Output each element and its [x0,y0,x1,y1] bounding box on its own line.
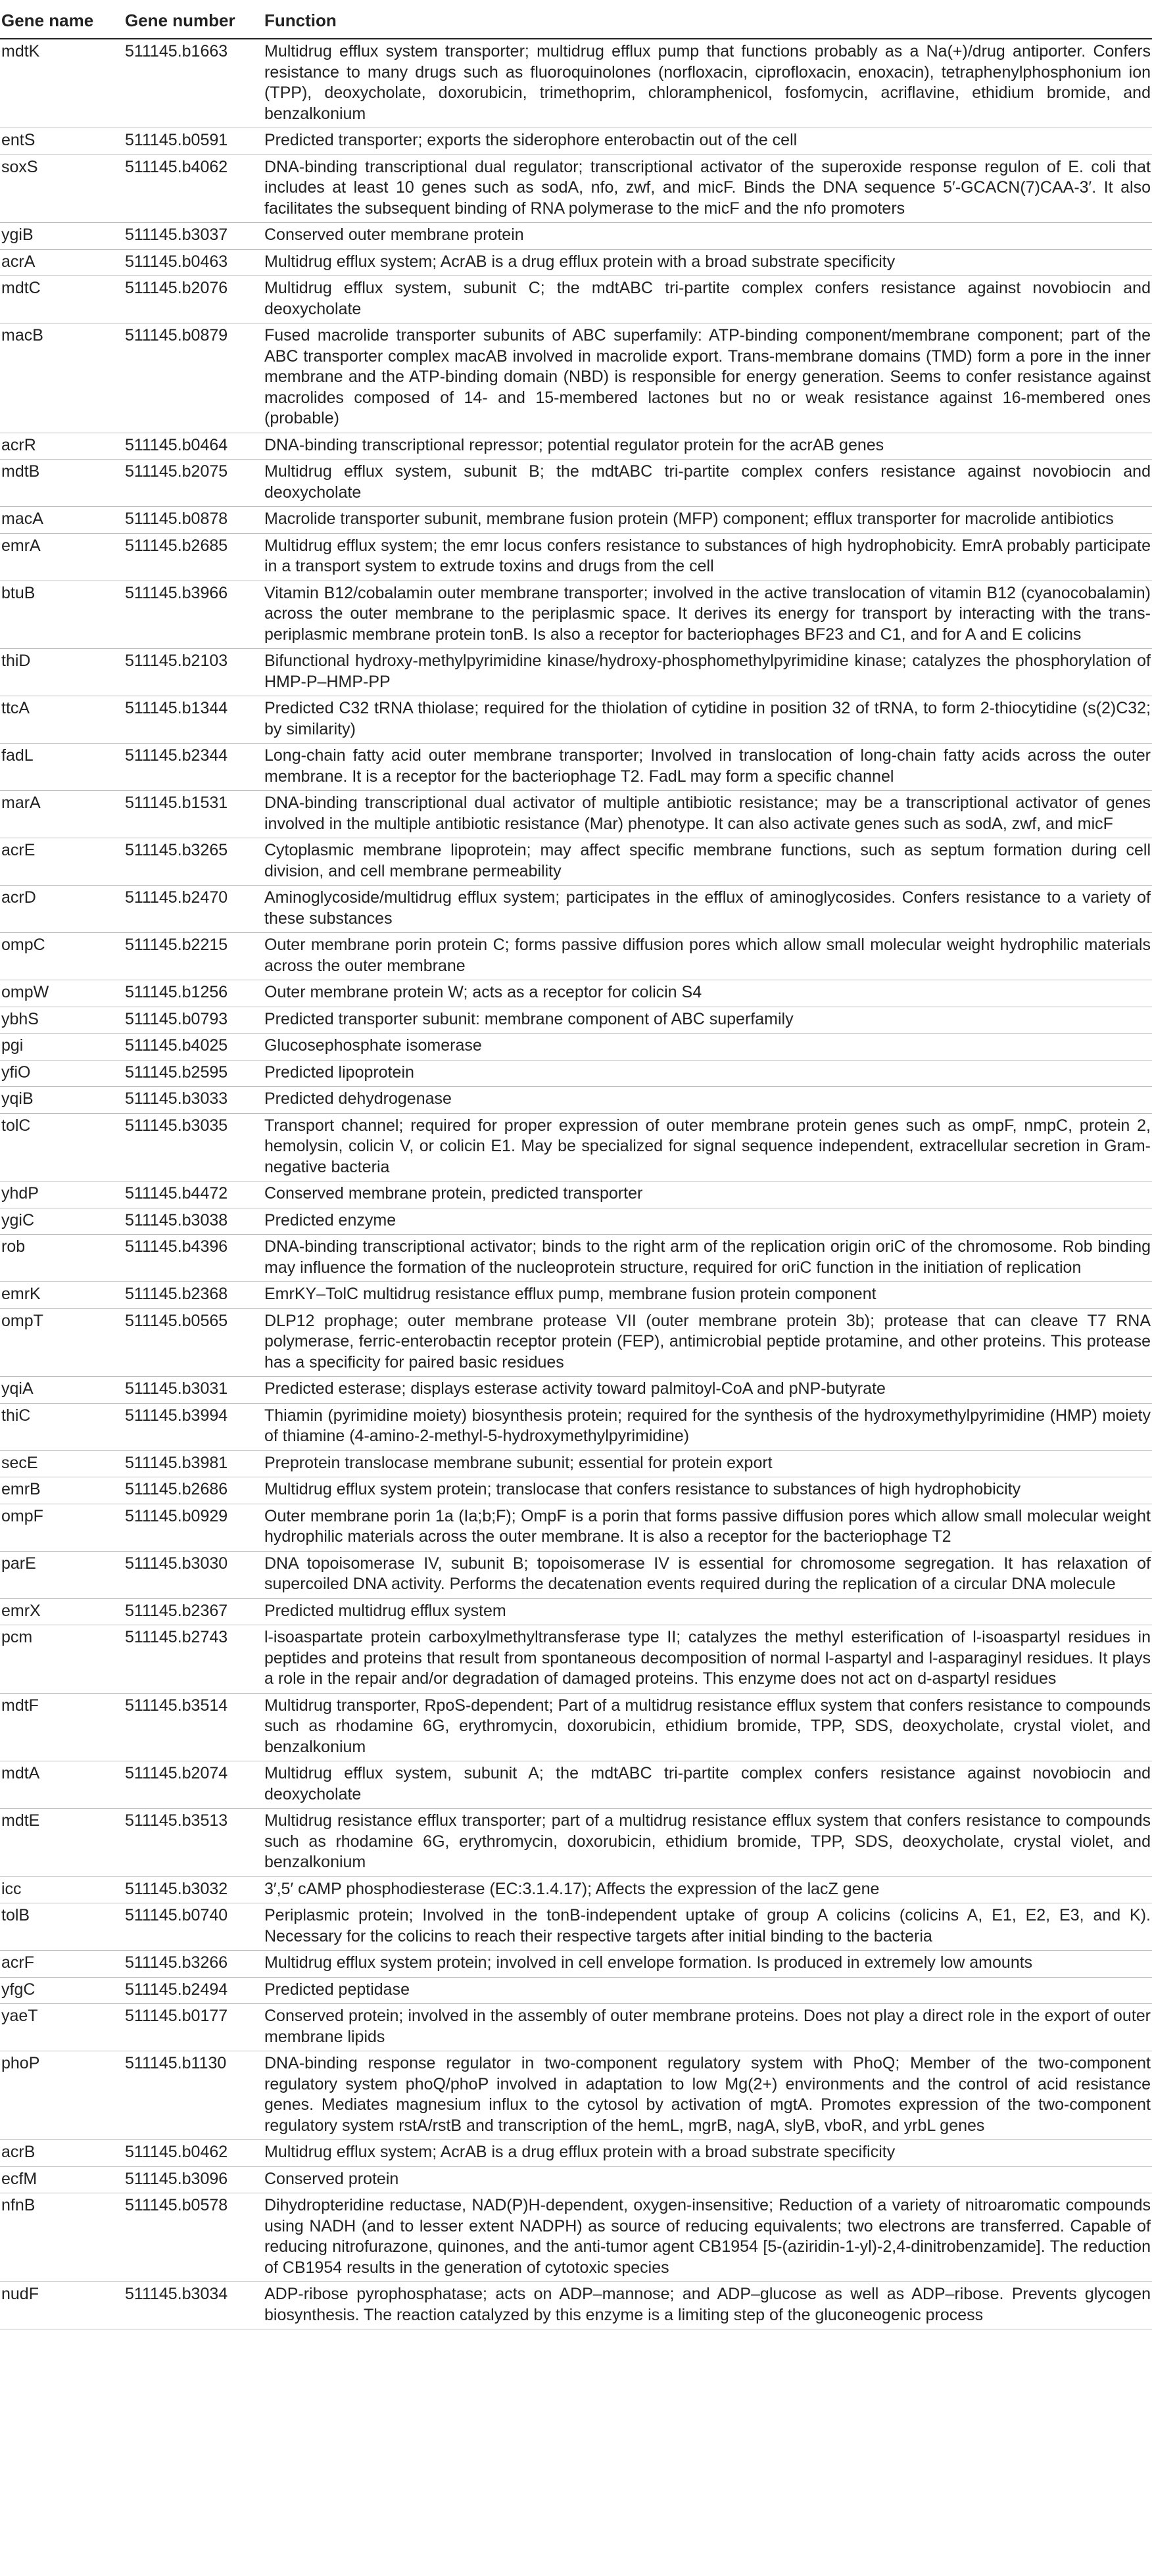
gene-name-cell: mdtA [0,1761,125,1809]
gene-number-cell: 511145.b3265 [125,838,264,886]
function-cell: Multidrug efflux system; the emr locus confers resistance to substances of high hydrophobicity. EmrA probably participate in a transport system to extrude toxins and drugs from the cell [264,533,1152,581]
gene-name-cell: ompF [0,1504,125,1551]
gene-name-cell: thiC [0,1403,125,1450]
table-row [0,2004,1152,2051]
table-row [0,1450,1152,1477]
function-cell: Glucosephosphate isomerase [264,1034,1152,1061]
function-cell: Conserved outer membrane protein [264,223,1152,250]
table-body [0,39,1152,2329]
gene-name-cell: acrF [0,1951,125,1978]
function-cell: ADP-ribose pyrophosphatase; acts on ADP–mannose; and ADP–glucose as well as ADP–ribose. Prevents glycogen biosynthesis. The reaction catalyzed by this enzyme is a limiting step of the gluconeogenic process [264,2282,1152,2329]
table-row [0,1625,1152,1694]
table-row [0,791,1152,838]
gene-name-cell: tolB [0,1903,125,1951]
gene-number-cell: 511145.b2470 [125,886,264,933]
gene-name-cell: acrB [0,2140,125,2167]
gene-name-cell: macB [0,323,125,433]
gene-name-cell: nfnB [0,2193,125,2282]
table-row [0,1598,1152,1625]
function-cell: Preprotein translocase membrane subunit; essential for protein export [264,1450,1152,1477]
gene-number-cell: 511145.b3034 [125,2282,264,2329]
gene-name-cell: icc [0,1876,125,1903]
table-row [0,507,1152,534]
function-cell: Fused macrolide transporter subunits of ABC superfamily: ATP-binding component/membrane component; part of the ABC transporter complex macAB involved in macrolide export. Trans-membrane domains (TMD) form a pore in the inner membrane and the ATP-binding domain (NBD) is responsible for energy generation. Seems to confer resistance against macrolides composed of 14- and 15-membered lactones but no or weak resistance against 16-membered ones (probable) [264,323,1152,433]
gene-number-cell: 511145.b4062 [125,155,264,223]
gene-number-cell: 511145.b0878 [125,507,264,534]
gene-name-cell: ompC [0,933,125,980]
function-cell: DNA-binding transcriptional repressor; potential regulator protein for the acrAB genes [264,433,1152,460]
table-row [0,1761,1152,1809]
gene-number-cell: 511145.b0177 [125,2004,264,2051]
gene-name-cell: acrD [0,886,125,933]
function-cell: Multidrug efflux system protein; translocase that confers resistance to substances of high hydrophobicity [264,1477,1152,1504]
function-cell: Multidrug efflux system, subunit A; the mdtABC tri-partite complex confers resistance against novobiocin and deoxycholate [264,1761,1152,1809]
function-cell: Bifunctional hydroxy-methylpyrimidine kinase/hydroxy-phosphomethylpyrimidine kinase; catalyzes the phosphorylation of HMP-P–HMP-PP [264,649,1152,696]
table-row [0,581,1152,649]
table-row [0,980,1152,1007]
gene-name-cell: pcm [0,1625,125,1694]
function-cell: Multidrug efflux system; AcrAB is a drug efflux protein with a broad substrate specificity [264,2140,1152,2167]
gene-name-cell: acrE [0,838,125,886]
gene-number-cell: 511145.b1130 [125,2051,264,2140]
table-row [0,1007,1152,1034]
gene-name-cell: thiD [0,649,125,696]
gene-number-cell: 511145.b2368 [125,1282,264,1309]
table-row [0,1403,1152,1450]
table-row [0,696,1152,744]
gene-number-cell: 511145.b3035 [125,1113,264,1181]
function-cell: DNA-binding transcriptional dual activator of multiple antibiotic resistance; may be a transcriptional activator of genes involved in the multiple antibiotic resistance (Mar) phenotype. It can also activate genes such as sodA, zwf, and micF [264,791,1152,838]
table-row [0,1903,1152,1951]
gene-name-cell: ttcA [0,696,125,744]
function-cell: 3′,5′ cAMP phosphodiesterase (EC:3.1.4.17); Affects the expression of the lacZ gene [264,1876,1152,1903]
function-cell: Predicted multidrug efflux system [264,1598,1152,1625]
function-cell: Dihydropteridine reductase, NAD(P)H-dependent, oxygen-insensitive; Reduction of a variety of nitroaromatic compounds using NADH (and to lesser extent NADPH) as source of reducing equivalents; two electrons are transferred. Capable of reducing nitrofurazone, quinones, and the anti-tumor agent CB1954 [5-(aziridin-1-yl)-2,4-dinitrobenzamide]. The reduction of CB1954 results in the generation of cytotoxic species [264,2193,1152,2282]
gene-number-cell: 511145.b0462 [125,2140,264,2167]
table-row [0,2140,1152,2167]
table-header [0,7,1152,39]
table-row [0,433,1152,460]
gene-name-cell: secE [0,1450,125,1477]
gene-name-cell: soxS [0,155,125,223]
function-cell: Long-chain fatty acid outer membrane transporter; Involved in translocation of long-chain fatty acids across the outer membrane. It is a receptor for the bacteriophage T2. FadL may form a specific channel [264,744,1152,791]
gene-name-cell: ybhS [0,1007,125,1034]
table-row [0,1034,1152,1061]
table-row [0,649,1152,696]
gene-number-cell: 511145.b0464 [125,433,264,460]
function-cell: l-isoaspartate protein carboxylmethyltransferase type II; catalyzes the methyl esterification of l-isoaspartyl residues in peptides and proteins that result from spontaneous decomposition of normal l-aspartyl and l-asparaginyl residues. It plays a role in the repair and/or degradation of damaged proteins. This enzyme does not act on d-aspartyl residues [264,1625,1152,1694]
gene-number-cell: 511145.b1531 [125,791,264,838]
function-cell: Conserved membrane protein, predicted transporter [264,1181,1152,1208]
gene-number-cell: 511145.b3096 [125,2166,264,2193]
gene-number-cell: 511145.b4472 [125,1181,264,1208]
gene-name-cell: ecfM [0,2166,125,2193]
function-cell: Multidrug efflux system protein; involved in cell envelope formation. Is produced in extremely low amounts [264,1951,1152,1978]
gene-number-cell: 511145.b3981 [125,1450,264,1477]
gene-name-cell: yhdP [0,1181,125,1208]
header-function: Function [264,7,1152,39]
gene-number-cell: 511145.b1663 [125,39,264,128]
table-row [0,1181,1152,1208]
gene-number-cell: 511145.b0929 [125,1504,264,1551]
function-cell: Conserved protein; involved in the assembly of outer membrane proteins. Does not play a direct role in the export of outer membrane lipids [264,2004,1152,2051]
gene-name-cell: mdtB [0,460,125,507]
function-cell: Transport channel; required for proper expression of outer membrane protein genes such as ompF, nmpC, protein 2, hemolysin, colicin V, or colicin E1. May be specialized for signal sequence independent, extracellular secretion in Gram-negative bacteria [264,1113,1152,1181]
gene-name-cell: nudF [0,2282,125,2329]
function-cell: Predicted transporter; exports the siderophore enterobactin out of the cell [264,128,1152,155]
gene-name-cell: entS [0,128,125,155]
gene-name-cell: marA [0,791,125,838]
function-cell: Multidrug resistance efflux transporter; part of a multidrug resistance efflux system that confers resistance to compounds such as rhodamine 6G, erythromycin, doxorubicin, ethidium bromide, TPP, SDS, deoxycholate, crystal violet, and benzalkonium [264,1809,1152,1877]
function-cell: Cytoplasmic membrane lipoprotein; may affect specific membrane functions, such as septum formation during cell division, and cell membrane permeability [264,838,1152,886]
gene-number-cell: 511145.b2103 [125,649,264,696]
table-row [0,323,1152,433]
function-cell: Predicted enzyme [264,1208,1152,1235]
gene-name-cell: mdtC [0,276,125,323]
table-row [0,2282,1152,2329]
gene-name-cell: macA [0,507,125,534]
table-row [0,1060,1152,1087]
gene-name-cell: yfiO [0,1060,125,1087]
table-row [0,2051,1152,2140]
table-row [0,1087,1152,1114]
gene-number-cell: 511145.b2743 [125,1625,264,1694]
gene-name-cell: parE [0,1551,125,1598]
function-cell: Predicted dehydrogenase [264,1087,1152,1114]
gene-name-cell: emrB [0,1477,125,1504]
gene-name-cell: ompW [0,980,125,1007]
table-row [0,39,1152,128]
gene-number-cell: 511145.b2215 [125,933,264,980]
table-row [0,1693,1152,1761]
function-cell: Macrolide transporter subunit, membrane fusion protein (MFP) component; efflux transporter for macrolide antibiotics [264,507,1152,534]
gene-number-cell: 511145.b4396 [125,1235,264,1282]
table-row [0,460,1152,507]
table-row [0,1235,1152,1282]
function-cell: Multidrug efflux system; AcrAB is a drug efflux protein with a broad substrate specificity [264,249,1152,276]
gene-name-cell: yqiA [0,1377,125,1404]
gene-number-cell: 511145.b3037 [125,223,264,250]
function-cell: Periplasmic protein; Involved in the tonB-independent uptake of group A colicins (colicins A, E1, E2, E3, and K). Necessary for the colicins to reach their respective targets after initial binding to the bacteria [264,1903,1152,1951]
table-row [0,1377,1152,1404]
gene-number-cell: 511145.b2076 [125,276,264,323]
gene-number-cell: 511145.b2344 [125,744,264,791]
gene-number-cell: 511145.b0591 [125,128,264,155]
gene-function-table [0,7,1152,2329]
function-cell: DNA-binding response regulator in two-component regulatory system with PhoQ; Member of the two-component regulatory system phoQ/phoP involved in adaptation to low Mg(2+) environments and the control of acid resistance genes. Mediates magnesium influx to the cytosol by activation of mgtA. Promotes expression of the two-component regulatory system rstA/rstB and transcription of the hemL, mgrB, nagA, slyB, vboR, and yrbL genes [264,2051,1152,2140]
gene-number-cell: 511145.b0793 [125,1007,264,1034]
table-row [0,1477,1152,1504]
header-row [0,7,1152,39]
gene-name-cell: ompT [0,1308,125,1377]
gene-number-cell: 511145.b2494 [125,1977,264,2004]
table-row [0,838,1152,886]
gene-name-cell: acrR [0,433,125,460]
table-row [0,1308,1152,1377]
gene-name-cell: fadL [0,744,125,791]
gene-number-cell: 511145.b0740 [125,1903,264,1951]
gene-number-cell: 511145.b3513 [125,1809,264,1877]
function-cell: Predicted transporter subunit: membrane component of ABC superfamily [264,1007,1152,1034]
function-cell: DNA-binding transcriptional dual regulator; transcriptional activator of the superoxide response regulon of E. coli that includes at least 10 genes such as sodA, nfo, zwf, and micF. Binds the DNA sequence 5′-GCACN(7)CAA-3′. It also facilitates the subsequent binding of RNA polymerase to the micF and the nfo promoters [264,155,1152,223]
function-cell: Predicted peptidase [264,1977,1152,2004]
table-row [0,1551,1152,1598]
gene-name-cell: ygiB [0,223,125,250]
function-cell: Conserved protein [264,2166,1152,2193]
table-row [0,744,1152,791]
function-cell: DLP12 prophage; outer membrane protease VII (outer membrane protein 3b); protease that can cleave T7 RNA polymerase, ferric-enterobactin receptor protein (FEP), antimicrobial peptide protamine, and other proteins. This protease has a specificity for paired basic residues [264,1308,1152,1377]
gene-number-cell: 511145.b1344 [125,696,264,744]
table-row [0,933,1152,980]
gene-name-cell: pgi [0,1034,125,1061]
table-row [0,886,1152,933]
gene-number-cell: 511145.b2686 [125,1477,264,1504]
gene-number-cell: 511145.b3994 [125,1403,264,1450]
gene-name-cell: tolC [0,1113,125,1181]
function-cell: DNA-binding transcriptional activator; binds to the right arm of the replication origin oriC of the chromosome. Rob binding may influence the formation of the nucleoprotein structure, required for oriC function in the initiation of replication [264,1235,1152,1282]
table-row [0,2166,1152,2193]
table-row [0,1113,1152,1181]
table-row [0,1282,1152,1309]
function-cell: Aminoglycoside/multidrug efflux system; participates in the efflux of aminoglycosides. Confers resistance to a variety of these substances [264,886,1152,933]
table-row [0,276,1152,323]
function-cell: Predicted C32 tRNA thiolase; required for the thiolation of cytidine in position 32 of tRNA, to form 2-thiocytidine (s(2)C32; by similarity) [264,696,1152,744]
table-row [0,1208,1152,1235]
table-row [0,1876,1152,1903]
gene-name-cell: yfgC [0,1977,125,2004]
header-gene-name: Gene name [0,7,125,39]
function-cell: Outer membrane porin protein C; forms passive diffusion pores which allow small molecular weight hydrophilic materials across the outer membrane [264,933,1152,980]
table-row [0,533,1152,581]
gene-name-cell: phoP [0,2051,125,2140]
gene-number-cell: 511145.b3032 [125,1876,264,1903]
table-row [0,1951,1152,1978]
function-cell: EmrKY–TolC multidrug resistance efflux pump, membrane fusion protein component [264,1282,1152,1309]
gene-number-cell: 511145.b2595 [125,1060,264,1087]
gene-name-cell: ygiC [0,1208,125,1235]
table-row [0,2193,1152,2282]
gene-name-cell: rob [0,1235,125,1282]
gene-number-cell: 511145.b0879 [125,323,264,433]
gene-number-cell: 511145.b3033 [125,1087,264,1114]
header-gene-number: Gene number [125,7,264,39]
gene-number-cell: 511145.b0578 [125,2193,264,2282]
gene-name-cell: emrA [0,533,125,581]
gene-number-cell: 511145.b0565 [125,1308,264,1377]
gene-name-cell: yaeT [0,2004,125,2051]
gene-name-cell: emrK [0,1282,125,1309]
gene-name-cell: mdtK [0,39,125,128]
function-cell: Outer membrane porin 1a (Ia;b;F); OmpF is a porin that forms passive diffusion pores which allow small molecular weight hydrophilic materials across the outer membrane. It is also a receptor for the bacteriophage T2 [264,1504,1152,1551]
gene-name-cell: yqiB [0,1087,125,1114]
gene-number-cell: 511145.b2074 [125,1761,264,1809]
gene-name-cell: acrA [0,249,125,276]
gene-number-cell: 511145.b2367 [125,1598,264,1625]
gene-number-cell: 511145.b1256 [125,980,264,1007]
gene-number-cell: 511145.b2685 [125,533,264,581]
function-cell: Predicted lipoprotein [264,1060,1152,1087]
table-row [0,223,1152,250]
function-cell: Predicted esterase; displays esterase activity toward palmitoyl-CoA and pNP-butyrate [264,1377,1152,1404]
table-row [0,1504,1152,1551]
table-row [0,1977,1152,2004]
function-cell: Outer membrane protein W; acts as a receptor for colicin S4 [264,980,1152,1007]
function-cell: Multidrug efflux system, subunit C; the mdtABC tri-partite complex confers resistance against novobiocin and deoxycholate [264,276,1152,323]
function-cell: Multidrug efflux system, subunit B; the mdtABC tri-partite complex confers resistance against novobiocin and deoxycholate [264,460,1152,507]
function-cell: DNA topoisomerase IV, subunit B; topoisomerase IV is essential for chromosome segregation. It has relaxation of supercoiled DNA activity. Performs the decatenation events required during the replication of a circular DNA molecule [264,1551,1152,1598]
gene-number-cell: 511145.b3514 [125,1693,264,1761]
table-row [0,249,1152,276]
gene-name-cell: btuB [0,581,125,649]
gene-number-cell: 511145.b3030 [125,1551,264,1598]
gene-number-cell: 511145.b2075 [125,460,264,507]
gene-number-cell: 511145.b3031 [125,1377,264,1404]
gene-number-cell: 511145.b3966 [125,581,264,649]
function-cell: Vitamin B12/cobalamin outer membrane transporter; involved in the active translocation of vitamin B12 (cyanocobalamin) across the outer membrane to the periplasmic space. It derives its energy for transport by interacting with the trans-periplasmic membrane protein tonB. Is also a receptor for bacteriophages BF23 and C1, and for A and E colicins [264,581,1152,649]
gene-number-cell: 511145.b4025 [125,1034,264,1061]
gene-number-cell: 511145.b3266 [125,1951,264,1978]
table-row [0,1809,1152,1877]
gene-name-cell: mdtF [0,1693,125,1761]
gene-number-cell: 511145.b3038 [125,1208,264,1235]
gene-name-cell: emrX [0,1598,125,1625]
function-cell: Thiamin (pyrimidine moiety) biosynthesis protein; required for the synthesis of the hydroxymethylpyrimidine (HMP) moiety of thiamine (4-amino-2-methyl-5-hydroxymethylpyrimidine) [264,1403,1152,1450]
function-cell: Multidrug efflux system transporter; multidrug efflux pump that functions probably as a Na(+)/drug antiporter. Confers resistance to many drugs such as fluoroquinolones (norfloxacin, ciprofloxacin, enoxacin), tetraphenylphosphonium ion (TPP), deoxycholate, doxorubicin, trimethoprim, chloramphenicol, fosfomycin, acriflavine, ethidium bromide, and benzalkonium [264,39,1152,128]
gene-name-cell: mdtE [0,1809,125,1877]
gene-number-cell: 511145.b0463 [125,249,264,276]
table-row [0,128,1152,155]
table-row [0,155,1152,223]
function-cell: Multidrug transporter, RpoS-dependent; Part of a multidrug resistance efflux system that confers resistance to compounds such as rhodamine 6G, erythromycin, doxorubicin, ethidium bromide, TPP, SDS, deoxycholate, crystal violet, and benzalkonium [264,1693,1152,1761]
